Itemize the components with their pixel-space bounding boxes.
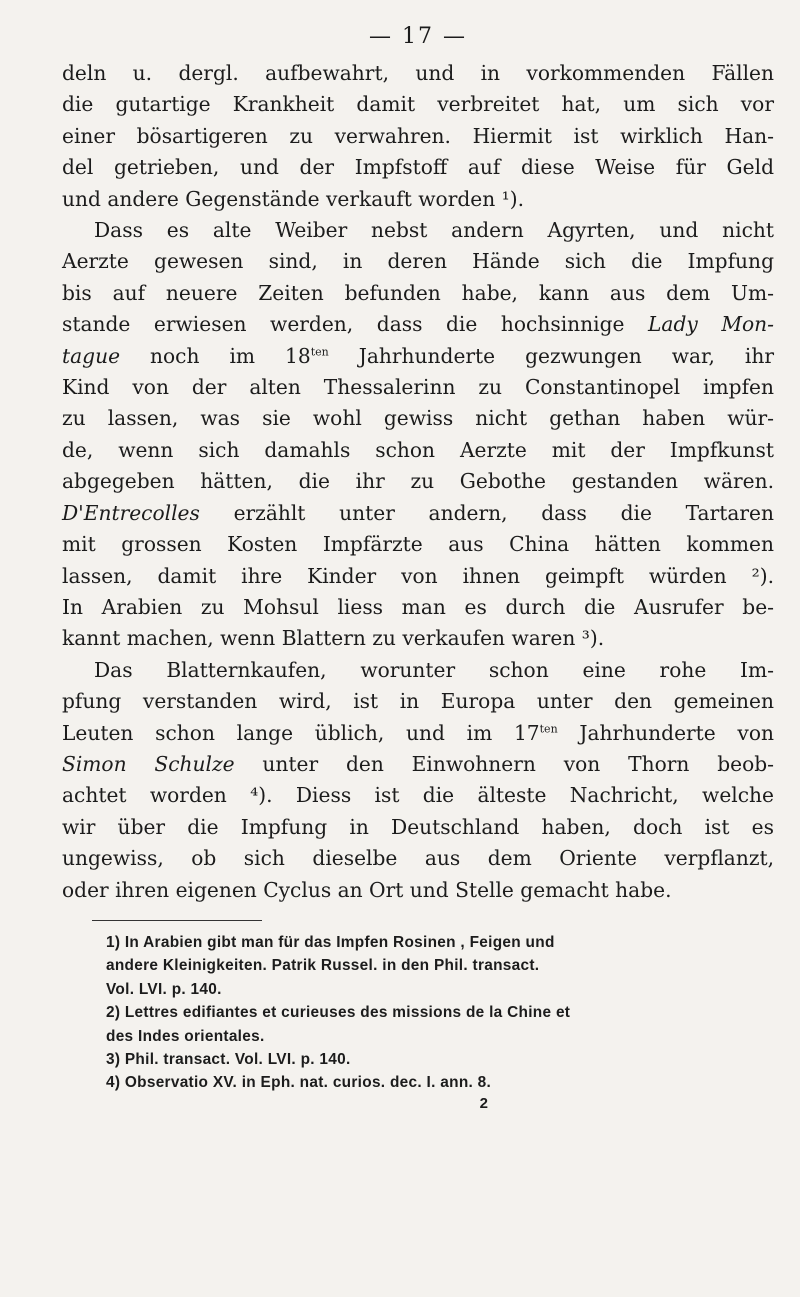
text-line: wir über die Impfung in Deutschland haben, doch ist es	[62, 814, 774, 839]
text-line: Aerzte gewesen sind, in deren Hände sich die Impfung	[62, 249, 774, 274]
text-line: lassen, damit ihre Kinder von ihnen geimpft würden ²).	[62, 563, 774, 588]
footnotes	[62, 931, 774, 1095]
text-line: einer bösartigeren zu verwahren. Hiermit ist wirklich Han-	[62, 123, 774, 148]
text-line	[62, 309, 774, 340]
text-line	[62, 498, 774, 529]
text-line: Kind von der alten Thessalerinn zu Constantinopel impfen	[62, 375, 774, 400]
text-line: achtet worden ⁴). Diess ist die älteste Nachricht, welche	[62, 783, 774, 808]
text-line	[62, 341, 774, 372]
footnote: 2) Lettres edifiantes et curieuses des missions de la Chine et	[106, 1004, 571, 1022]
footnote-continuation: andere Kleinigkeiten. Patrik Russel. in den Phil. transact.	[106, 957, 540, 975]
italic-name: D'Entrecolles	[62, 500, 200, 525]
footnote-continuation: Vol. LVI. p. 140.	[106, 980, 222, 998]
text-line: oder ihren eigenen Cyclus an Ort und Stelle gemacht habe.	[62, 877, 672, 902]
text-line: del getrieben, und der Impfstoff auf diese Weise für Geld	[62, 155, 774, 180]
text-line: pfung verstanden wird, ist in Europa unter den gemeinen	[62, 689, 774, 714]
superscript: ten	[539, 721, 558, 735]
text-line: ungewiss, ob sich dieselbe aus dem Oriente verpflanzt,	[62, 846, 774, 871]
footnote: 3) Phil. transact. Vol. LVI. p. 140.	[106, 1051, 351, 1068]
superscript: ten	[310, 344, 329, 358]
text-segment: stande erwiesen werden, dass die hochsinnige	[62, 312, 649, 337]
footnote: 4) Observatio XV. in Eph. nat. curios. dec. I. ann. 8.	[106, 1074, 492, 1092]
italic-name: Simon Schulze	[62, 751, 235, 776]
text-segment: erzählt unter andern, dass die Tartaren	[199, 500, 774, 525]
italic-name: tague	[62, 343, 121, 368]
text-line: Leuten schon lange üblich, und im $17^{ten}$ Jahrhunderte von	[62, 720, 774, 745]
text-line: deln u. dergl. aufbewahrt, und in vorkommenden Fällen	[62, 61, 774, 85]
text-line: Das Blatternkaufen, worunter schon eine rohe Im-	[94, 657, 774, 682]
text-line: Dass es alte Weiber nebst andern Agyrten, und nicht	[94, 218, 774, 243]
text-line: de, wenn sich damahls schon Aerzte mit der Impfkunst	[62, 437, 774, 462]
body-text	[62, 58, 774, 906]
text-line: kannt machen, wenn Blattern zu verkaufen waren ³).	[62, 626, 605, 651]
text-line	[62, 749, 774, 780]
text-segment: noch im $18^{ten}$ Jahrhunderte gezwungen war, ihr	[120, 343, 774, 368]
text-line: die gutartige Krankheit damit verbreitet hat, um sich vor	[62, 92, 774, 117]
text-line: mit grossen Kosten Impfärzte aus China hätten kommen	[62, 532, 774, 557]
text-line: abgegeben hätten, die ihr zu Gebothe gestanden wären.	[62, 469, 774, 494]
footnote-divider	[92, 920, 262, 921]
text-line: und andere Gegenstände verkauft worden ¹).	[62, 186, 525, 211]
text-segment: unter den Einwohnern von Thorn beob-	[234, 751, 774, 776]
text-line: bis auf neuere Zeiten befunden habe, kann aus dem Um-	[62, 280, 774, 305]
footnote-continuation: des Indes orientales.	[106, 1027, 265, 1045]
text-line: zu lassen, was sie wohl gewiss nicht gethan haben wür-	[62, 406, 774, 431]
page-number: — 17 —	[369, 24, 467, 49]
signature-mark: 2	[479, 1094, 488, 1112]
text-line: In Arabien zu Mohsul liess man es durch die Ausrufer be-	[62, 594, 774, 619]
footnote: 1) In Arabien gibt man für das Impfen Rosinen , Feigen und	[106, 933, 555, 951]
book-page	[62, 18, 774, 1112]
italic-name: Lady Mon-	[648, 312, 774, 337]
